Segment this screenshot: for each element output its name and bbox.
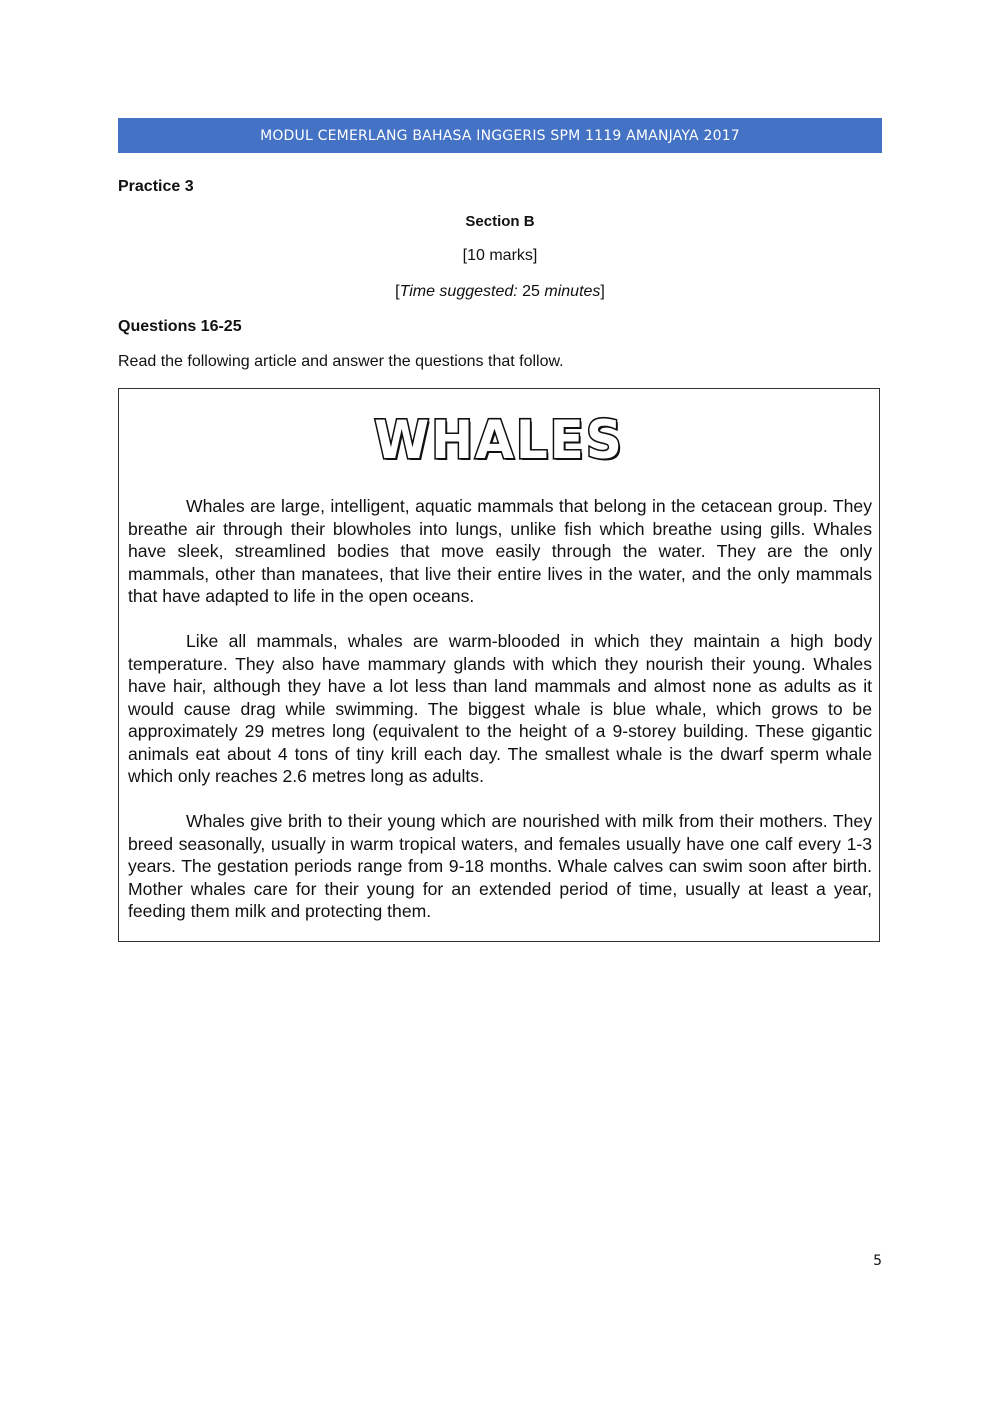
page-number: 5 bbox=[873, 1253, 882, 1269]
article-box bbox=[118, 388, 880, 942]
time-suffix: ] bbox=[600, 283, 605, 300]
time-label: Time suggested: bbox=[399, 283, 518, 300]
header-banner bbox=[118, 118, 882, 153]
article-paragraph-2: Like all mammals, whales are warm-blooded in which they maintain a high body temperature. They also have mammary glands with which they nourish their young. Whales have hair, although they have a lot less than land mammals and almost none as adults as it would cause drag while swimming. The biggest whale is blue whale, which grows to be approximately 29 metres long (equivalent to the height of a 9-storey building. These gigantic animals eat about 4 tons of tiny krill each day. The smallest whale is the dwarf sperm whale which only reaches 2.6 metres long as adults. bbox=[128, 631, 872, 786]
time-prefix: [ bbox=[395, 283, 400, 300]
article-paragraph-3: Whales give brith to their young which are nourished with milk from their mothers. They breed seasonally, usually in warm tropical waters, and females usually have one calf every 1-3 years. The gestation periods range from 9-18 months. Whale calves can swim soon after birth. Mother whales care for their young for an extended period of time, usually at least a year, feeding them milk and protecting them. bbox=[128, 811, 872, 921]
instruction-text: Read the following article and answer the questions that follow. bbox=[118, 353, 564, 370]
questions-label: Questions 16-25 bbox=[118, 318, 242, 335]
section-title: Section B bbox=[465, 213, 535, 230]
time-unit: minutes bbox=[544, 283, 601, 300]
header-banner-text: MODUL CEMERLANG BAHASA INGGERIS SPM 1119 AMANJAYA 2017 bbox=[260, 127, 740, 144]
article-paragraph-1: Whales are large, intelligent, aquatic mammals that belong in the cetacean group. They breathe air through their blowholes into lungs, unlike fish which breathe using gills. Whales have sleek, streamlined bodies that move easily through the water. They are the only mammals, other than manatees, that live their entire lives in the water, and the only mammals that have adapted to life in the open oceans. bbox=[128, 496, 872, 606]
time-value: 25 bbox=[517, 283, 545, 300]
article-title: WHALES bbox=[374, 409, 624, 471]
section-marks: [10 marks] bbox=[462, 247, 538, 264]
article-title-wrap bbox=[119, 411, 879, 469]
time-suggested bbox=[118, 283, 882, 301]
practice-label: Practice 3 bbox=[118, 178, 194, 195]
